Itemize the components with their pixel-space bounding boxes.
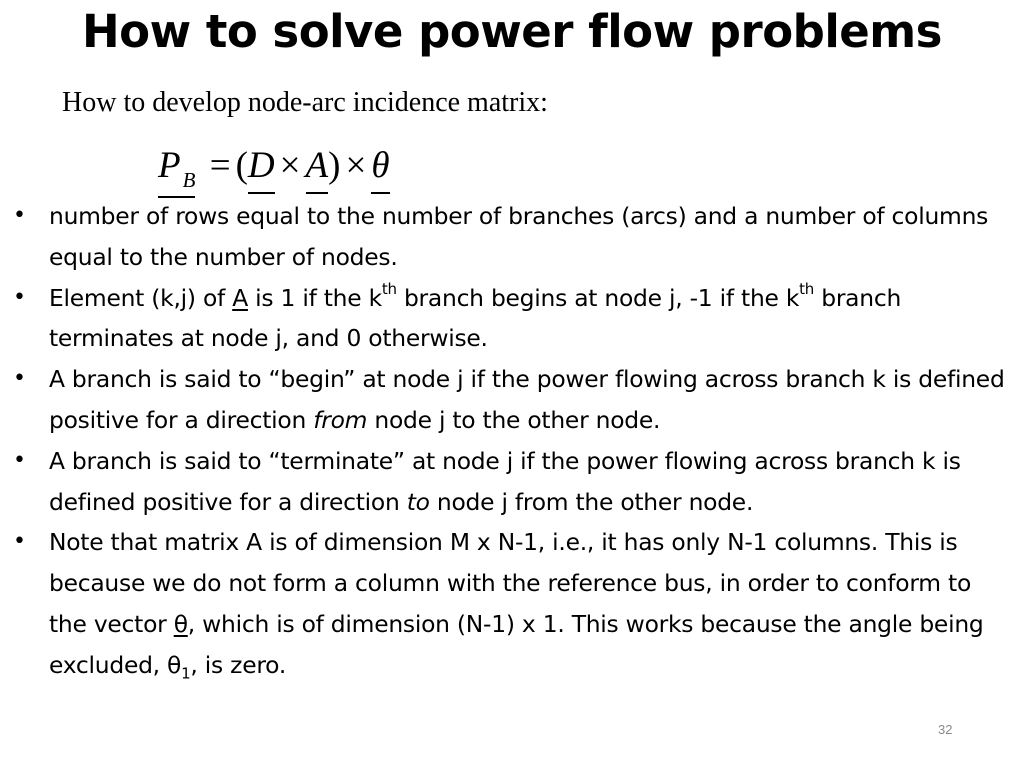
bullet-list xyxy=(0,196,1024,686)
bullet-text: is 1 if the k xyxy=(247,283,382,312)
matrix-a-underlined: A xyxy=(232,283,248,312)
underline-bar xyxy=(248,192,275,194)
bullet-item xyxy=(0,441,1024,523)
bullet-text: branch begins at node j, -1 if the k xyxy=(396,283,800,312)
equation-times-1: × xyxy=(279,145,301,186)
superscript-th: th xyxy=(799,279,815,298)
theta-vector-underlined: θ xyxy=(173,609,188,638)
equation-d-letter: D xyxy=(247,145,275,186)
bullet-text: Element (k,j) of xyxy=(49,283,233,312)
equation xyxy=(158,144,390,192)
equation-d xyxy=(248,144,275,188)
bullet-dot: • xyxy=(13,284,26,310)
subscript-1: 1 xyxy=(181,664,191,683)
page-number: 32 xyxy=(938,722,953,737)
equation-pb xyxy=(158,144,195,192)
bullet-text: node j from the other node. xyxy=(429,487,754,516)
bullet-text: A branch is said to “begin” at node j if the power flowing across branch k is defined positive for a direction xyxy=(49,365,1005,434)
bullet-item xyxy=(0,278,1024,360)
bullet-dot: • xyxy=(13,203,26,228)
equation-theta xyxy=(371,144,389,188)
equation-theta-letter: θ xyxy=(371,145,390,186)
equation-subscript-b: B xyxy=(182,168,196,192)
underline-bar xyxy=(306,192,329,194)
slide-subtitle: How to develop node-arc incidence matrix: xyxy=(62,87,548,118)
emphasis-from: from xyxy=(313,405,368,434)
bullet-text: , is zero. xyxy=(190,650,287,679)
emphasis-to: to xyxy=(406,487,430,516)
bullet-item xyxy=(0,196,1024,278)
equation-close-paren: ) xyxy=(328,145,341,186)
slide-title: How to solve power flow problems xyxy=(82,5,942,58)
equation-p: P xyxy=(158,145,181,186)
bullet-dot: • xyxy=(13,366,26,392)
equation-a-letter: A xyxy=(305,145,329,186)
equation-equals: = xyxy=(209,145,231,186)
bullet-item xyxy=(0,359,1024,441)
bullet-text: node j to the other node. xyxy=(367,405,661,434)
bullet-dot: • xyxy=(13,529,26,555)
bullet-item xyxy=(0,522,1024,685)
equation-open-paren: ( xyxy=(235,145,248,186)
bullet-text: branch terminates at node j, and 0 otherwise. xyxy=(49,283,902,353)
bullet-text: A branch is said to “terminate” at node j if the power flowing across branch k is defined positive for a direction xyxy=(49,446,961,516)
bullet-dot: • xyxy=(13,447,26,473)
bullet-text: Note that matrix A is of dimension M x N-1, i.e., it has only N-1 columns. This is because we do not form a column with the reference bus, in order to conform to the vector xyxy=(49,528,972,638)
bullet-text: , which is of dimension (N-1) x 1. This works because the angle being excluded, θ xyxy=(49,609,984,679)
bullet-text: number of rows equal to the number of branches (arcs) and a number of columns equal to the number of nodes. xyxy=(49,202,989,271)
equation-a xyxy=(306,144,329,188)
underline-bar xyxy=(371,192,389,194)
superscript-th: th xyxy=(381,279,397,298)
equation-times-2: × xyxy=(345,145,367,186)
